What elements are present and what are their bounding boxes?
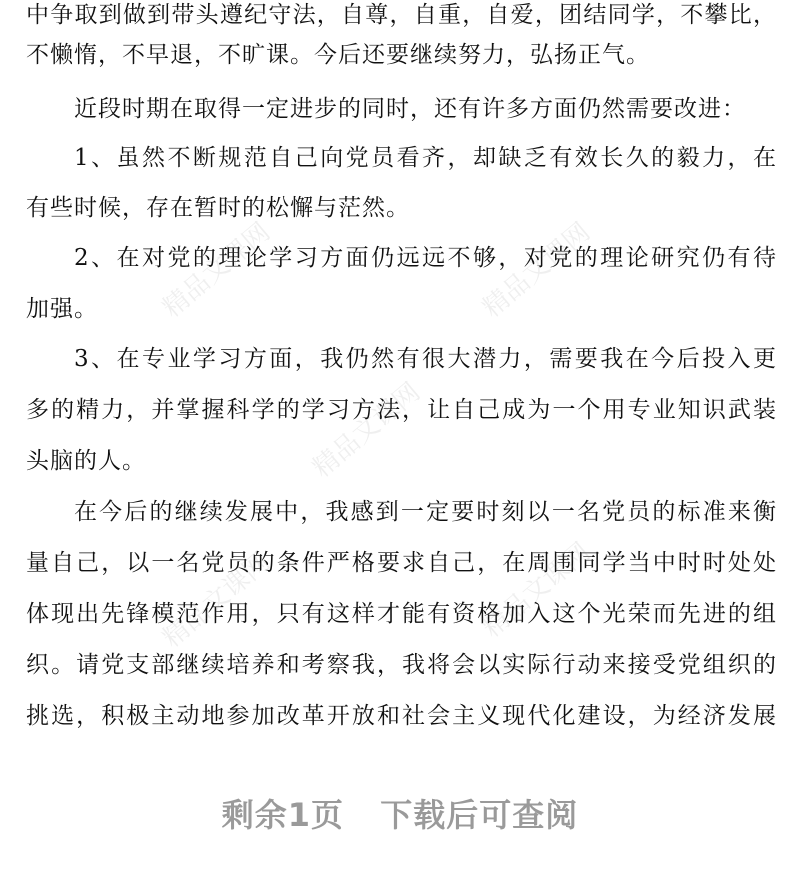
watermark: 精品文课网 [477,217,597,324]
remaining-pages-label: 剩余1页 [221,796,345,834]
text-line: 1、虽然不断规范自己向党员看齐，却缺乏有效长久的毅力，在 [74,145,776,171]
text-line: 3、在专业学习方面，我仍然有很大潜力，需要我在今后投入更 [74,346,776,372]
text-line: 在今后的继续发展中，我感到一定要时刻以一名党员的标准来衡 [74,499,776,525]
watermark: 精品文课网 [307,377,427,484]
text-line: 不懒惰，不早退，不旷课。今后还要继续努力，弘扬正气。 [26,42,650,68]
text-line: 量自己，以一名党员的条件严格要求自己，在周围同学当中时时处处 [26,550,776,576]
text-line: 有些时候，存在暂时的松懈与茫然。 [26,195,410,221]
text-line: 中争取到做到带头遵纪守法，自尊，自重，自爱，团结同学，不攀比， [26,2,776,28]
text-line: 头脑的人。 [26,448,146,474]
text-line: 2、在对党的理论学习方面仍远远不够，对党的理论研究仍有待 [74,245,776,271]
text-line: 加强。 [26,296,98,322]
text-line: 近段时期在取得一定进步的同时，还有许多方面仍然需要改进： [74,96,746,122]
download-prompt[interactable] [0,790,800,836]
watermark: 精品文课网 [477,537,597,644]
watermark: 精品文课网 [157,547,277,654]
watermark: 精品文课网 [157,217,277,324]
text-line: 多的精力，并掌握科学的学习方法，让自己成为一个用专业知识武装 [26,397,776,423]
text-line: 挑选，积极主动地参加改革开放和社会主义现代化建设，为经济发展 [26,703,776,729]
text-line: 体现出先锋模范作用，只有这样才能有资格加入这个光荣而先进的组 [26,601,776,627]
text-line: 织。请党支部继续培养和考察我，我将会以实际行动来接受党组织的 [26,652,776,678]
download-to-view-label[interactable]: 下载后可查阅 [380,796,579,834]
